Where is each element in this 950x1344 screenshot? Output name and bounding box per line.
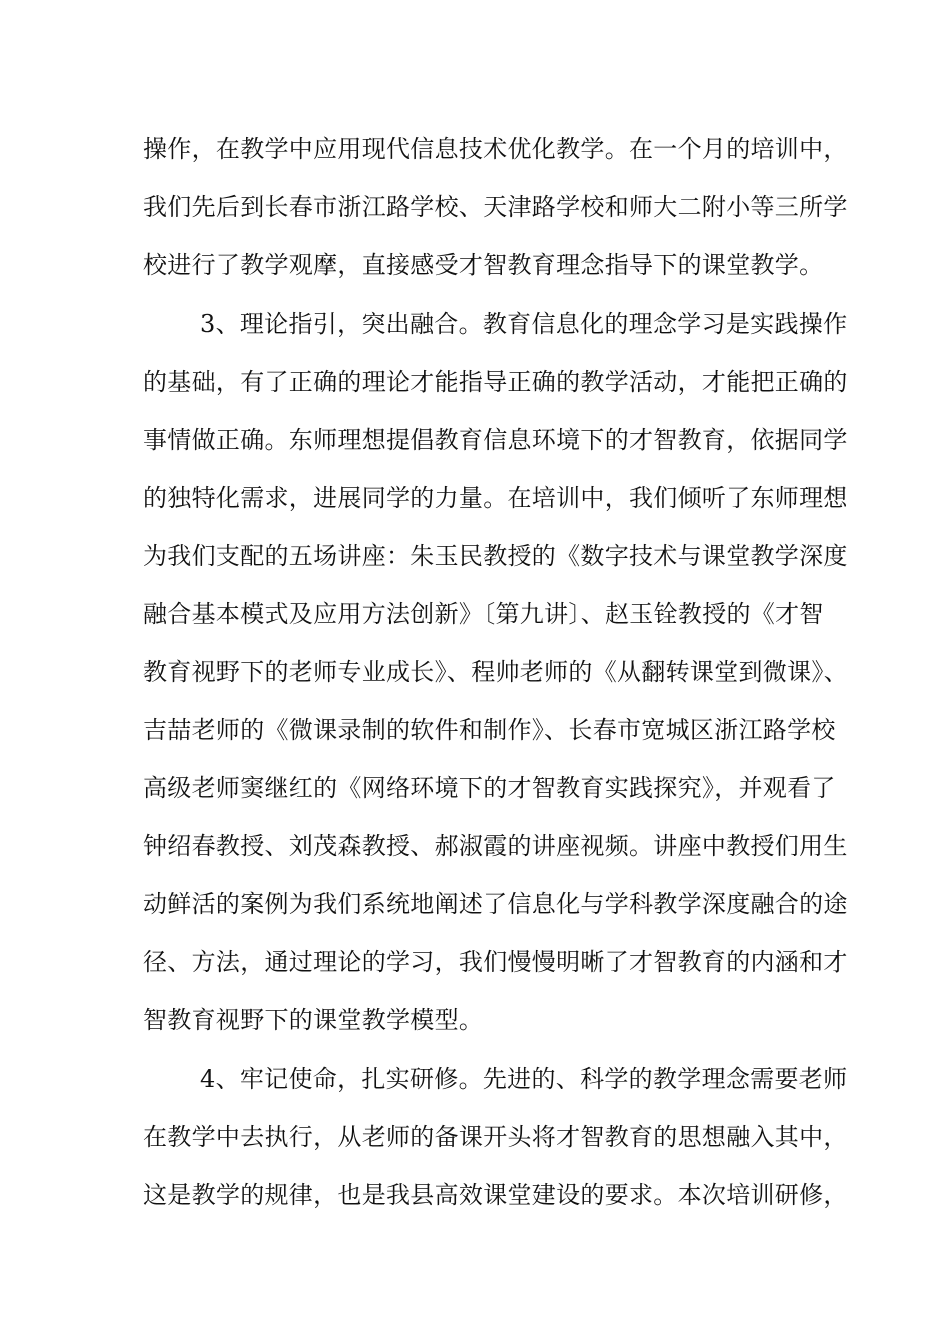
paragraph-line: 钟绍春教授、刘茂森教授、郝淑霞的讲座视频。讲座中教授们用生 (143, 832, 848, 860)
paragraph-line: 动鲜活的案例为我们系统地阐述了信息化与学科教学深度融合的途 (143, 890, 848, 918)
paragraph-line: 我们先后到长春市浙江路学校、天津路学校和师大二附小等三所学 (143, 193, 848, 221)
paragraph-line: 吉喆老师的《微课录制的软件和制作》、长春市宽城区浙江路学校 (143, 716, 836, 744)
paragraph-line: 4、牢记使命，扎实研修。先进的、科学的教学理念需要老师 (200, 1065, 848, 1093)
paragraph-line: 事情做正确。东师理想提倡教育信息环境下的才智教育，依据同学 (143, 426, 848, 454)
paragraph-line: 的基础，有了正确的理论才能指导正确的教学活动，才能把正确的 (143, 368, 848, 396)
paragraph-line: 为我们支配的五场讲座：朱玉民教授的《数字技术与课堂教学深度 (143, 542, 848, 570)
paragraph-line: 融合基本模式及应用方法创新》〔第九讲〕、赵玉铨教授的《才智 (143, 600, 824, 628)
paragraph-line: 操作，在教学中应用现代信息技术优化教学。在一个月的培训中， (143, 135, 848, 163)
paragraph-line: 3、理论指引，突出融合。教育信息化的理念学习是实践操作 (200, 310, 848, 338)
paragraph-line: 校进行了教学观摩，直接感受才智教育理念指导下的课堂教学。 (143, 251, 824, 279)
paragraph-line: 在教学中去执行，从老师的备课开头将才智教育的思想融入其中， (143, 1123, 848, 1151)
paragraph-line: 这是教学的规律，也是我县高效课堂建设的要求。本次培训研修， (143, 1181, 848, 1209)
paragraph-line: 教育视野下的老师专业成长》、程帅老师的《从翻转课堂到微课》、 (143, 658, 848, 686)
paragraph-line: 的独特化需求，进展同学的力量。在培训中，我们倾听了东师理想 (143, 484, 848, 512)
paragraph-line: 高级老师窦继红的《网络环境下的才智教育实践探究》，并观看了 (143, 774, 836, 802)
paragraph-line: 智教育视野下的课堂教学模型。 (143, 1006, 484, 1034)
paragraph-line: 径、方法，通过理论的学习，我们慢慢明晰了才智教育的内涵和才 (143, 948, 848, 976)
